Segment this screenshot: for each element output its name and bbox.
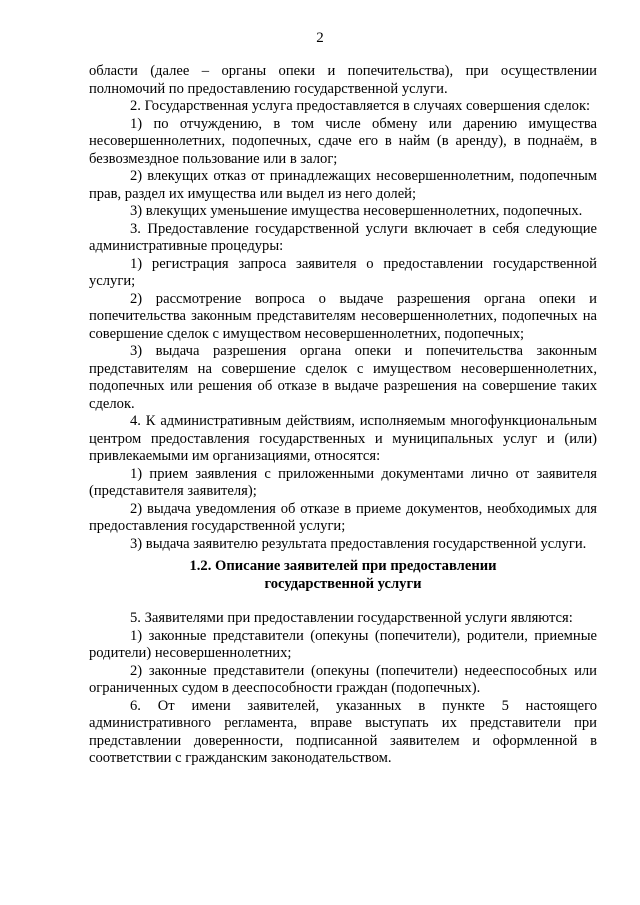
paragraph-5: 5. Заявителями при предоставлении государственной услуги являются: [130, 610, 573, 626]
document-body [89, 63, 597, 768]
paragraph-5-item-1: 1) законные представители (опекуны (попечители), родители, приемные родители) несовершеннолетних; [89, 627, 597, 661]
paragraph-2-item-2: 2) влекущих отказ от принадлежащих несовершеннолетним, подопечным прав, раздел их имущества или выдел из него долей; [89, 168, 597, 202]
paragraph-2-item-1: 1) по отчуждению, в том числе обмену или дарению имущества несовершеннолетних, подопечных, сдаче его в найм (в аренду), в поднаём, в безвозмездное пользование или в залог; [89, 115, 597, 167]
page-number: 2 [316, 30, 324, 46]
section-heading-line-1: 1.2. Описание заявителей при предоставлении [189, 558, 497, 574]
paragraph-4: 4. К административным действиям, исполняемым многофункциональным центром предоставления государственных и муниципальных услуг и (или) привлекаемыми им организациями, относятся: [89, 413, 597, 464]
paragraph-2: 2. Государственная услуга предоставляется в случаях совершения сделок: [130, 98, 591, 114]
paragraph-4-item-2: 2) выдача уведомления об отказе в приеме документов, необходимых для предоставления государственной услуги; [89, 500, 597, 534]
paragraph-continuation: области (далее – органы опеки и попечительства), при осуществлении полномочий по предоставлению государственной услуги. [89, 63, 597, 97]
paragraph-6: 6. От имени заявителей, указанных в пункте 5 настоящего административного регламента, вправе выступать их представители при представлении доверенности, подписанной заявителем и оформленной в соответствии с гражданским законодательством. [89, 697, 597, 766]
paragraph-3: 3. Предоставление государственной услуги включает в себя следующие административные процедуры: [89, 220, 597, 254]
paragraph-4-item-1: 1) прием заявления с приложенными документами лично от заявителя (представителя заявителя); [89, 465, 597, 499]
paragraph-3-item-3: 3) выдача разрешения органа опеки и попечительства законным представителям на совершение сделок с имуществом несовершеннолетних, подопечных или решения об отказе в выдаче разрешения на совершение таких сделок. [89, 343, 597, 412]
paragraph-5-item-2: 2) законные представители (опекуны (попечители) недееспособных или ограниченных судом в дееспособности граждан (подопечных). [89, 662, 597, 696]
spacer [89, 593, 597, 610]
section-heading-line-2: государственной услуги [264, 575, 422, 592]
paragraph-2-item-3: 3) влекущих уменьшение имущества несовершеннолетних, подопечных. [130, 203, 583, 219]
paragraph-4-item-3: 3) выдача заявителю результата предоставления государственной услуги. [130, 535, 587, 552]
paragraph-3-item-1: 1) регистрация запроса заявителя о предоставлении государственной услуги; [89, 255, 597, 289]
paragraph-3-item-2: 2) рассмотрение вопроса о выдаче разрешения органа опеки и попечительства законным представителям несовершеннолетних, подопечных на совершение сделок с имуществом несовершеннолетних, подопечных; [89, 290, 597, 342]
